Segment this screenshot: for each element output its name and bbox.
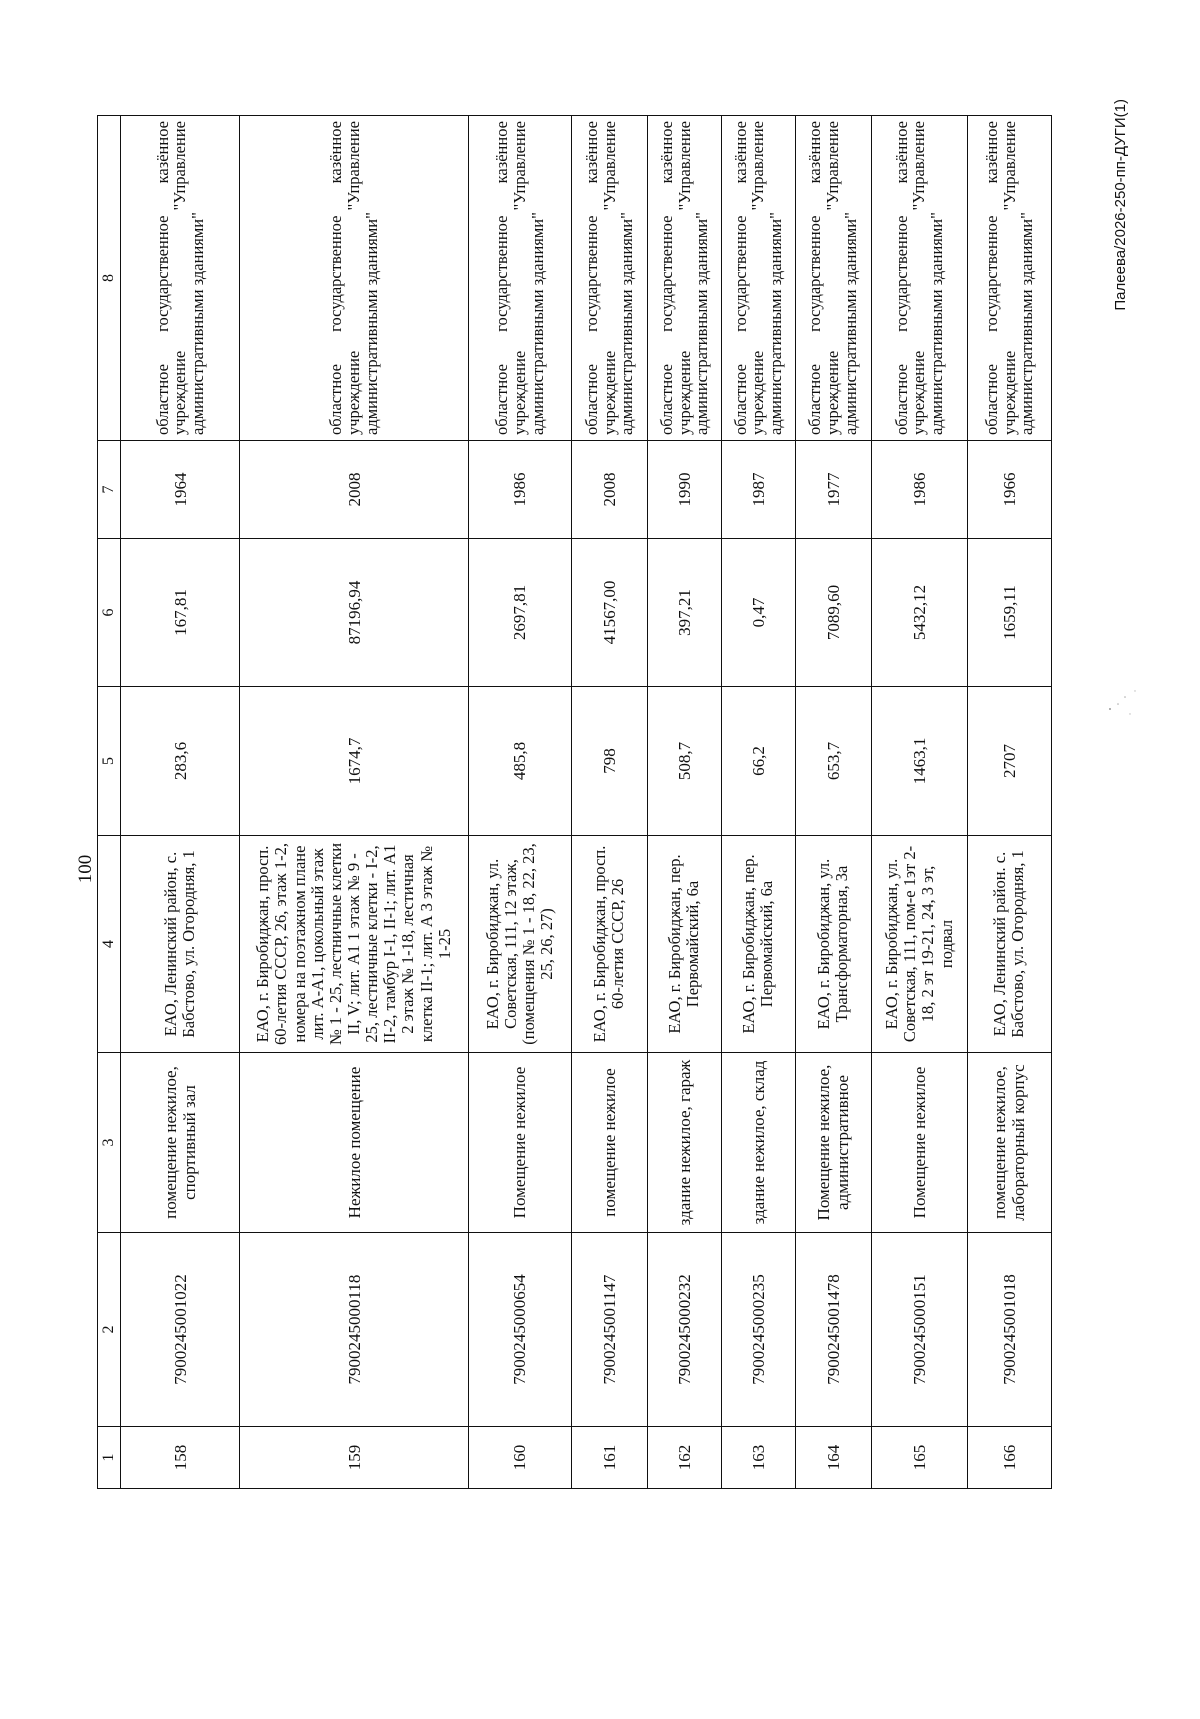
cadastral-number-cell: 7900245000654 <box>468 1233 571 1427</box>
table-row <box>571 116 647 1489</box>
area-cell: 798 <box>571 687 647 836</box>
address-cell: ЕАО, Ленинский район, с. Бабстово, ул. Огородняя, 1 <box>121 836 240 1053</box>
scan-speck <box>1109 708 1111 710</box>
year-cell: 1964 <box>121 441 240 539</box>
area-cell: 283,6 <box>121 687 240 836</box>
scan-speck <box>1117 703 1119 705</box>
object-name-cell: Помещение нежилое <box>468 1053 571 1233</box>
column-number: 5 <box>98 687 121 836</box>
year-cell: 2008 <box>571 441 647 539</box>
object-name-cell: Помещение нежилое, административное <box>795 1053 871 1233</box>
column-number: 7 <box>98 441 121 539</box>
owner-cell: областное государственное казённое учреждение "Управление административными зданиями" <box>967 116 1051 441</box>
year-cell: 1986 <box>871 441 967 539</box>
row-number-cell: 160 <box>468 1427 571 1489</box>
owner-cell: областное государственное казённое учреждение "Управление административными зданиями" <box>121 116 240 441</box>
column-number: 1 <box>98 1427 121 1489</box>
document-footer-code: Палеева/2026-250-пп-ДУГИ(1) <box>1112 99 1129 311</box>
object-name-cell: Помещение нежилое <box>871 1053 967 1233</box>
cadastral-number-cell: 7900245000118 <box>240 1233 469 1427</box>
object-name-cell: помещение нежилое <box>571 1053 647 1233</box>
balance-value-cell: 397,21 <box>647 539 721 687</box>
year-cell: 1977 <box>795 441 871 539</box>
row-number-cell: 165 <box>871 1427 967 1489</box>
address-cell: ЕАО, г. Биробиджан, ул. Трансформаторная, 3а <box>795 836 871 1053</box>
year-cell: 1990 <box>647 441 721 539</box>
area-cell: 508,7 <box>647 687 721 836</box>
area-cell: 485,8 <box>468 687 571 836</box>
cadastral-number-cell: 7900245001478 <box>795 1233 871 1427</box>
object-name-cell: помещение нежилое, лабораторный корпус <box>967 1053 1051 1233</box>
column-number: 6 <box>98 539 121 687</box>
area-cell: 2707 <box>967 687 1051 836</box>
row-number-cell: 163 <box>721 1427 795 1489</box>
year-cell: 1986 <box>468 441 571 539</box>
area-cell: 66,2 <box>721 687 795 836</box>
balance-value-cell: 41567,00 <box>571 539 647 687</box>
cadastral-number-cell: 7900245000235 <box>721 1233 795 1427</box>
column-number: 8 <box>98 116 121 441</box>
cadastral-number-cell: 7900245001147 <box>571 1233 647 1427</box>
balance-value-cell: 87196,94 <box>240 539 469 687</box>
owner-cell: областное государственное казённое учреждение "Управление административными зданиями" <box>871 116 967 441</box>
year-cell: 1987 <box>721 441 795 539</box>
address-cell: ЕАО, Ленинский район. с. Бабстово, ул. Огородняя, 1 <box>967 836 1051 1053</box>
area-cell: 653,7 <box>795 687 871 836</box>
address-cell: ЕАО, г. Биробиджан, просп. 60-летия СССР, 26, этаж 1-2, номера на поэтажном плане лит. А-А1, цокольный этаж № 1 - 25, лестничные клетки II, V; лит. А1 1 этаж № 9 - 25, лестничные клетки - I-2, II-2, тамбур I-1, II-1; лит. А1 2 этаж № 1-18, лестичная клетка II-1; лит. А 3 этаж № 1-25 <box>240 836 469 1053</box>
table-row <box>967 116 1051 1489</box>
balance-value-cell: 5432,12 <box>871 539 967 687</box>
table-row <box>795 116 871 1489</box>
row-number-cell: 158 <box>121 1427 240 1489</box>
table-row <box>468 116 571 1489</box>
owner-cell: областное государственное казённое учреждение "Управление административными зданиями" <box>647 116 721 441</box>
scan-speck <box>1134 690 1135 691</box>
column-number: 2 <box>98 1233 121 1427</box>
page-number: 100 <box>75 854 96 884</box>
address-cell: ЕАО, г. Биробиджан, просп. 60-летия СССР, 26 <box>571 836 647 1053</box>
table-row <box>240 116 469 1489</box>
owner-cell: областное государственное казённое учреждение "Управление административными зданиями" <box>721 116 795 441</box>
balance-value-cell: 1659,11 <box>967 539 1051 687</box>
table-row <box>647 116 721 1489</box>
column-number: 4 <box>98 836 121 1053</box>
cadastral-number-cell: 7900245000151 <box>871 1233 967 1427</box>
address-cell: ЕАО, г. Биробиджан, пер. Первомайский, 6а <box>721 836 795 1053</box>
row-number-cell: 159 <box>240 1427 469 1489</box>
balance-value-cell: 2697,81 <box>468 539 571 687</box>
address-cell: ЕАО, г. Биробиджан, ул. Советская, 111, 12 этаж, (помещения № 1 - 18, 22, 23, 25, 26, 27) <box>468 836 571 1053</box>
row-number-cell: 162 <box>647 1427 721 1489</box>
balance-value-cell: 167,81 <box>121 539 240 687</box>
cadastral-number-cell: 7900245000232 <box>647 1233 721 1427</box>
object-name-cell: здание нежилое, склад <box>721 1053 795 1233</box>
property-registry-table <box>97 115 1052 1489</box>
column-number-row <box>98 116 121 1489</box>
scan-speck <box>1129 713 1130 714</box>
cadastral-number-cell: 7900245001022 <box>121 1233 240 1427</box>
owner-cell: областное государственное казённое учреждение "Управление административными зданиями" <box>468 116 571 441</box>
row-number-cell: 166 <box>967 1427 1051 1489</box>
area-cell: 1674,7 <box>240 687 469 836</box>
table-row <box>871 116 967 1489</box>
balance-value-cell: 7089,60 <box>795 539 871 687</box>
year-cell: 2008 <box>240 441 469 539</box>
owner-cell: областное государственное казённое учреждение "Управление административными зданиями" <box>571 116 647 441</box>
area-cell: 1463,1 <box>871 687 967 836</box>
table-row <box>721 116 795 1489</box>
column-number: 3 <box>98 1053 121 1233</box>
scan-speck <box>1124 696 1126 698</box>
year-cell: 1966 <box>967 441 1051 539</box>
row-number-cell: 161 <box>571 1427 647 1489</box>
object-name-cell: здание нежилое, гараж <box>647 1053 721 1233</box>
address-cell: ЕАО, г. Биробиджан, пер. Первомайский, 6а <box>647 836 721 1053</box>
row-number-cell: 164 <box>795 1427 871 1489</box>
cadastral-number-cell: 7900245001018 <box>967 1233 1051 1427</box>
object-name-cell: помещение нежилое, спортивный зал <box>121 1053 240 1233</box>
owner-cell: областное государственное казённое учреждение "Управление административными зданиями" <box>795 116 871 441</box>
object-name-cell: Нежилое помещение <box>240 1053 469 1233</box>
address-cell: ЕАО, г. Биробиджан, ул. Советская, 111, пом-е 1эт 2-18, 2 эт 19-21, 24, 3 эт, подвал <box>871 836 967 1053</box>
table-row <box>121 116 240 1489</box>
owner-cell: областное государственное казённое учреждение "Управление административными зданиями" <box>240 116 469 441</box>
balance-value-cell: 0,47 <box>721 539 795 687</box>
